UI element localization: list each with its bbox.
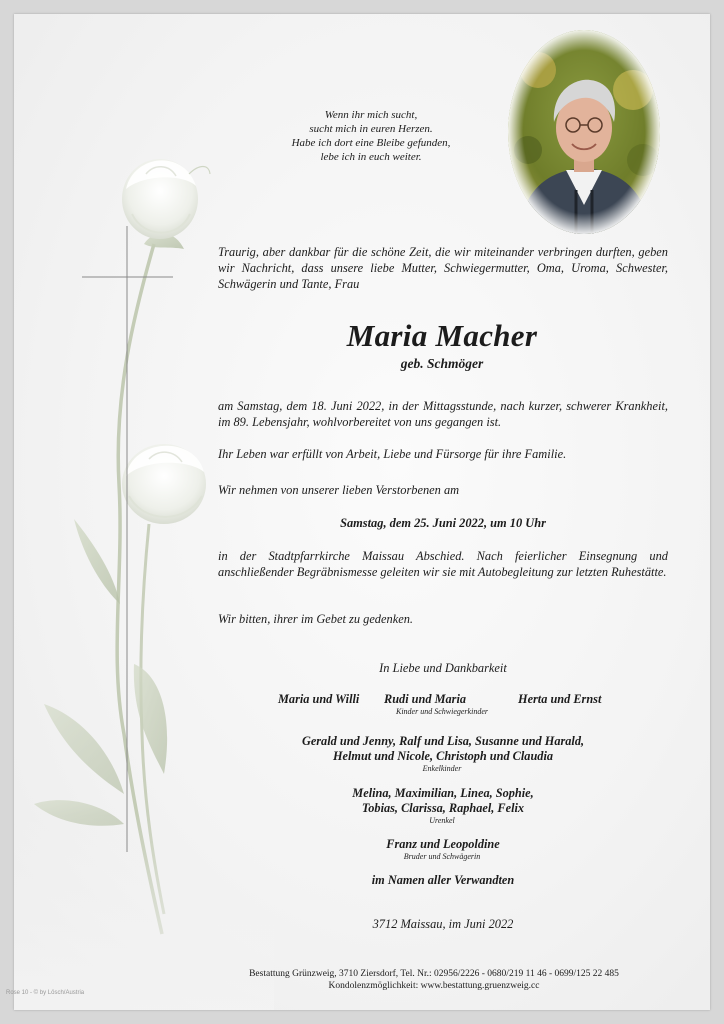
- love-line: In Liebe und Dankbarkeit: [379, 661, 507, 675]
- life-paragraph: Ihr Leben war erfüllt von Arbeit, Liebe und Fürsorge für ihre Familie.: [218, 447, 567, 461]
- image-credit: Rose 10 - © by Lösch/Austria: [6, 990, 85, 996]
- parte-card: [14, 14, 710, 1010]
- ceremony-paragraph: in der Stadtpfarrkirche Maissau Abschied. Nach feierlicher Einsegnung und anschließender Begräbnismesse geleiten wir sie mit Autobegleitung zur letzten Ruhestätte.: [218, 549, 668, 579]
- poem-line: Habe ich dort eine Bleibe gefunden,: [291, 137, 451, 149]
- deceased-name: Maria Macher: [346, 318, 538, 353]
- child-couple-3: Herta und Ernst: [518, 692, 602, 706]
- great-grandchildren-label: Urenkel: [429, 816, 455, 825]
- grandchildren-line-1: Gerald und Jenny, Ralf und Lisa, Susanne und Harald,: [301, 734, 585, 748]
- prayer-paragraph: Wir bitten, ihrer im Gebet zu gedenken.: [218, 612, 413, 626]
- poem-line: Wenn ihr mich sucht,: [324, 109, 418, 121]
- portrait-photo: [508, 30, 660, 234]
- child-couple-2: Rudi und Maria: [384, 692, 467, 706]
- all-relatives: im Namen aller Verwandten: [371, 873, 515, 887]
- intro-paragraph: Traurig, aber dankbar für die schöne Zeit, die wir miteinander verbringen durften, geben wir Nachricht, dass unsere liebe Mutter, Schwiegermutter, Oma, Uroma, Schwester, Schwägerin und Tante, Frau: [218, 245, 668, 291]
- poem-line: lebe ich in euch weiter.: [320, 151, 422, 163]
- great-grandchildren-line-2: Tobias, Clarissa, Raphael, Felix: [361, 801, 525, 815]
- condolence-website: Kondolenzmöglichkeit: www.bestattung.gruenzweig.cc: [328, 981, 540, 991]
- death-paragraph: am Samstag, dem 18. Juni 2022, in der Mittagsstunde, nach kurzer, schwerer Krankheit, im 89. Lebensjahr, wohlvorbereitet von uns gegangen ist.: [218, 399, 668, 429]
- grandchildren-line-2: Helmut und Nicole, Christoph und Claudia: [332, 749, 554, 763]
- great-grandchildren-line-1: Melina, Maximilian, Linea, Sophie,: [352, 786, 534, 800]
- place-date: 3712 Maissau, im Juni 2022: [372, 917, 514, 931]
- maiden-name: geb. Schmöger: [400, 356, 484, 371]
- grandchildren-label: Enkelkinder: [422, 764, 462, 773]
- siblings-label: Bruder und Schwägerin: [403, 852, 481, 861]
- poem-line: sucht mich in euren Herzen.: [309, 123, 433, 135]
- poem: [252, 108, 490, 164]
- child-couple-1: Maria und Willi: [278, 692, 360, 706]
- children-label: Kinder und Schwiegerkinder: [396, 707, 488, 716]
- funeral-date: Samstag, dem 25. Juni 2022, um 10 Uhr: [340, 516, 546, 530]
- farewell-paragraph: Wir nehmen von unserer lieben Verstorbenen am: [218, 483, 460, 497]
- funeral-home-contact: Bestattung Grünzweig, 3710 Ziersdorf, Tel. Nr.: 02956/2226 - 0680/219 11 46 - 0699/125 22 485: [249, 969, 619, 979]
- siblings: Franz und Leopoldine: [386, 837, 500, 851]
